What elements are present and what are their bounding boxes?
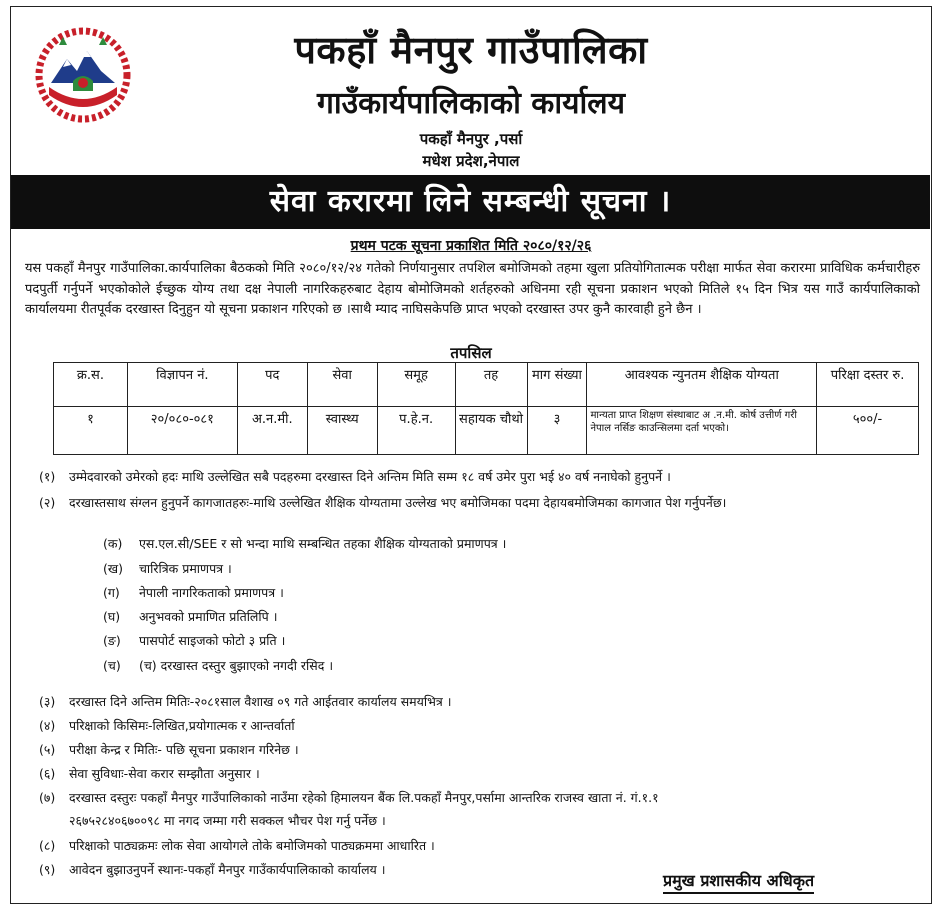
notice-page — [10, 6, 932, 904]
notice-banner: सेवा करारमा लिने सम्बन्धी सूचना । — [11, 175, 930, 229]
table-header-row — [54, 363, 919, 407]
table-header-cell: क्र.स. — [54, 363, 128, 407]
table-cell: १ — [54, 407, 128, 455]
list-item — [39, 693, 452, 710]
list-item-number: (घ) — [103, 609, 121, 624]
list-item — [103, 560, 232, 577]
table-header-cell: पद — [237, 363, 307, 407]
publish-date: प्रथम पटक सूचना प्रकाशित मिति २०८०/१२/२६ — [350, 238, 592, 254]
list-item-number: (७) — [39, 790, 56, 805]
list-item-number: (३) — [39, 694, 56, 709]
list-item-text: सेवा सुविधाः-सेवा करार सम्झौता अनुसार । — [68, 766, 260, 781]
list-item-number: (१) — [39, 469, 56, 484]
list-item-number: (५) — [39, 742, 56, 757]
table-cell: ३ — [527, 407, 587, 455]
table-cell: ५००/- — [817, 407, 919, 455]
table-header-cell: सेवा — [307, 363, 377, 407]
list-item-number: (ख) — [103, 561, 123, 576]
office-title: गाउँकार्यपालिकाको कार्यालय — [316, 86, 625, 121]
list-item-text: दरखास्तसाथ संग्लन हुनुपर्ने कागजातहरुः-माथि उल्लेखित शैक्षिक योग्यतामा उल्लेख भए बमोजिमका पदमा देहायबमोजिमका कागजात पेश गर्नुपर्नेछ। — [68, 495, 727, 510]
list-item — [103, 535, 506, 552]
table-cell: २०/०८०-०८१ — [127, 407, 237, 455]
municipality-title: पकहाँ मैनपुर गाउँपालिका — [294, 28, 648, 72]
list-item-text: परिक्षाको किसिमः-लिखित,प्रयोगात्मक र आन्तर्वार्ता — [68, 718, 295, 733]
list-item — [39, 468, 671, 485]
list-item-number: (ग) — [103, 585, 120, 600]
list-item-text: आवेदन बुझाउनुपर्ने स्थानः-पकहाँ मैनपुर गाउँकार्यपालिकाको कार्यालय । — [68, 862, 386, 877]
list-item — [39, 717, 295, 734]
address-line-1: पकहाँ मैनपुर ,पर्सा — [419, 130, 523, 148]
list-item — [39, 789, 659, 806]
table-header-cell: माग संख्या — [527, 363, 587, 407]
list-item-text: २६७५२८४०६७००९८ मा नगद जम्मा गरी सक्कल भौचर पेश गर्नु पर्नेछ । — [68, 813, 386, 828]
list-item-text: चारित्रिक प्रमाणपत्र । — [138, 561, 232, 576]
table-header-cell: आवश्यक न्युनतम शैक्षिक योग्यता — [587, 363, 817, 407]
list-item-text: एस.एल.सी/SEE र सो भन्दा माथि सम्बन्धित तहका शैक्षिक योग्यताको प्रमाणपत्र । — [138, 536, 507, 551]
table-header-cell: परिक्षा दस्तर रु. — [817, 363, 919, 407]
list-item-text: दरखास्त दस्तुरः पकहाँ मैनपुर गाउँपालिकाको नाउँमा रहेको हिमालयन बैंक लि.पकहाँ मैनपुर,पर्सामा आन्तरिक राजस्व खाता नं. गं.१.१ — [68, 790, 659, 805]
table-cell: प.हे.न. — [377, 407, 455, 455]
list-item-number: (४) — [39, 718, 56, 733]
vacancy-table — [53, 362, 919, 455]
table-cell: स्वास्थ्य — [307, 407, 377, 455]
list-item — [39, 861, 386, 878]
list-item-text: उम्मेदवारको उमेरको हदः माथि उल्लेखित सबै पदहरुमा दरखास्त दिने अन्तिम मिति सम्म १८ वर्ष उमेर पुरा भई ४० वर्ष ननाघेको हुनुपर्ने । — [68, 469, 671, 484]
list-item-text: पासपोर्ट साइजको फोटो ३ प्रति । — [138, 633, 286, 648]
address-line-2: मधेश प्रदेश,नेपाल — [422, 152, 520, 170]
list-item-text: (च) दरखास्त दस्तुर बुझाएको नगदी रसिद । — [138, 658, 334, 673]
list-item — [39, 765, 260, 782]
list-item-number: (च) — [103, 658, 121, 673]
list-item-number: (६) — [39, 766, 56, 781]
list-item — [39, 494, 726, 511]
table-cell: अ.न.मी. — [237, 407, 307, 455]
table-row — [54, 407, 919, 455]
table-cell-qualification: मान्यता प्राप्त शिक्षण संस्थाबाट अ .न.मी. कोर्ष उत्तीर्ण गरी नेपाल नर्सिङ काउन्सिलमा दर्ता भएको। — [587, 407, 817, 455]
list-item-text: नेपाली नागरिकताको प्रमाणपत्र । — [138, 585, 284, 600]
list-item-text: अनुभवको प्रमाणित प्रतिलिपि । — [138, 609, 278, 624]
list-item — [103, 657, 333, 674]
list-item — [39, 837, 435, 854]
table-header-cell: विज्ञापन नं. — [127, 363, 237, 407]
list-item — [103, 632, 285, 649]
list-item-number: (९) — [39, 862, 56, 877]
table-header-cell: तह — [455, 363, 527, 407]
table-title: तपसिल — [450, 344, 492, 362]
signatory-title: प्रमुख प्रशासकीय अधिकृत — [663, 869, 814, 894]
list-item-text: दरखास्त दिने अन्तिम मितिः-२०८१साल वैशाख ०९ गते आईतवार कार्यालय समयभित्र । — [68, 694, 452, 709]
list-item-continuation — [39, 812, 386, 829]
list-item — [103, 584, 284, 601]
list-item — [39, 741, 299, 758]
list-item-number: (क) — [103, 536, 123, 551]
table-header-cell: समूह — [377, 363, 455, 407]
list-item-number: (ङ) — [103, 633, 121, 648]
list-item-text: परिक्षाको पाठ्यक्रमः लोक सेवा आयोगले तोके बमोजिमको पाठ्यक्रममा आधारित । — [68, 838, 435, 853]
list-item-text: परीक्षा केन्द्र र मितिः- पछि सूचना प्रकाशन गरिनेछ । — [68, 742, 299, 757]
list-item-number: (२) — [39, 495, 56, 510]
list-item-number: (८) — [39, 838, 56, 853]
list-item — [103, 608, 277, 625]
table-cell: सहायक चौथो — [455, 407, 527, 455]
intro-paragraph: यस पकहाँ मैनपुर गाउँपालिका.कार्यपालिका बैठकको मिति २०८०/१२/२४ गतेको निर्णयानुसार तपशिल बमोजिमको तहमा खुला प्रतियोगितात्मक परीक्षा मार्फत सेवा करारमा प्राविधिक कर्मचारीहरु पदपुर्ती गर्नुपर्ने भएकोकोले ईच्छुक योग्य तथा दक्ष नेपाली नागरिकहरुबाट देहाय बोमोजिमको शर्तहरुको अधिनमा रही सूचना प्रकाशन भएको मितिले १५ दिन भित्र यस गाउँ कार्यपालिकाको कार्यालयमा रीतपूर्वक दरखास्त दिनुहुन यो सूचना प्रकाशन गरिएको छ ।साथै म्याद नाघिसकेपछि प्राप्त भएको दरखास्त उपर कुनै कारवाही हुने छैन । — [25, 261, 920, 317]
